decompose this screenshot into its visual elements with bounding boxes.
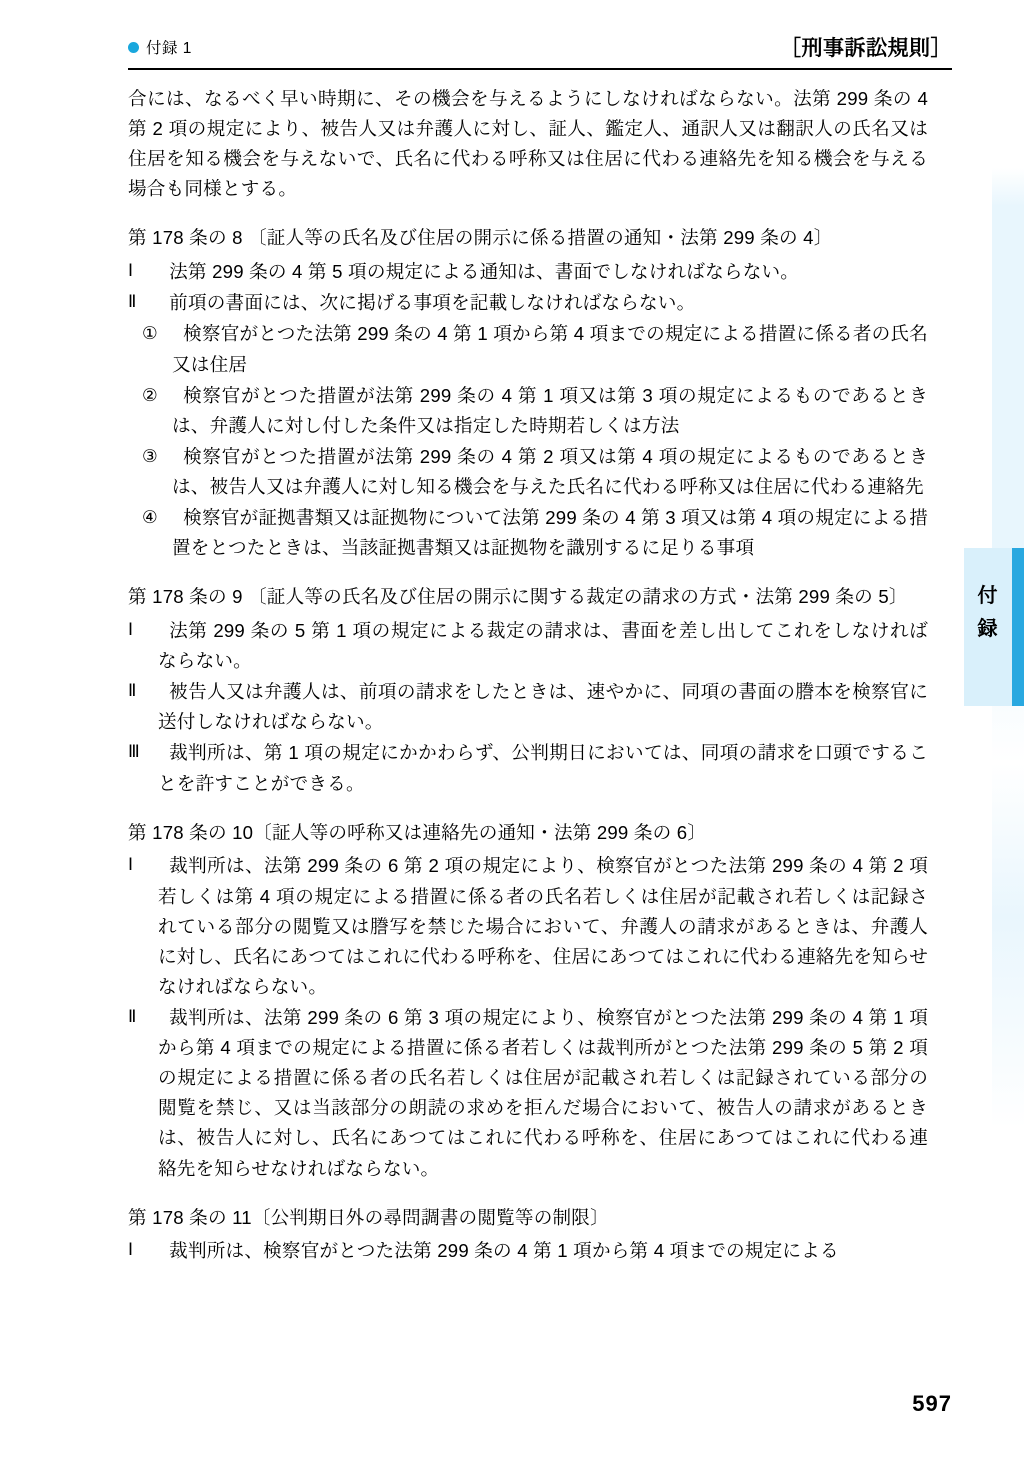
clause-marker: Ⅲ <box>128 742 140 762</box>
clause-text: 法第 299 条の 5 第 1 項の規定による裁定の請求は、書面を差し出してこれをしなければならない。 <box>158 620 928 672</box>
section-178-9 <box>128 582 928 798</box>
clause-item <box>128 257 928 287</box>
clause-text: 法第 299 条の 4 第 5 項の規定による通知は、書面でしなければならない。 <box>169 261 800 283</box>
side-tab-label <box>964 580 1012 646</box>
sub-clause-marker: ① <box>142 323 158 344</box>
page-header <box>128 36 952 70</box>
section-heading: 第 178 条の 9 〔証人等の氏名及び住居の開示に関する裁定の請求の方式・法第 299 条の 5〕 <box>128 586 908 608</box>
clause-marker: Ⅱ <box>128 681 137 701</box>
clause-marker: Ⅱ <box>128 1006 137 1026</box>
clause-item <box>128 851 928 1002</box>
clause-item <box>128 1003 928 1184</box>
document-body <box>128 84 928 1269</box>
clause-text: 裁判所は、検察官がとつた法第 299 条の 4 第 1 項から第 4 項までの規定による <box>169 1240 839 1262</box>
sub-clause-text: 検察官が証拠書類又は証拠物について法第 299 条の 4 第 3 項又は第 4 項の規定による措置をとつたときは、当該証拠書類又は証拠物を識別するに足りる事項 <box>172 507 928 559</box>
clause-marker: Ⅰ <box>128 620 134 640</box>
clause-item <box>128 738 928 798</box>
sub-clause-marker: ② <box>142 384 158 405</box>
sub-clause-marker: ④ <box>142 507 158 528</box>
sub-clause-item <box>128 442 928 502</box>
clause-text: 裁判所は、第 1 項の規定にかかわらず、公判期日においては、同項の請求を口頭ですることを許すことができる。 <box>158 742 928 794</box>
bullet-icon <box>128 42 139 53</box>
header-left-group <box>128 36 192 58</box>
section-178-11 <box>128 1203 928 1267</box>
clause-item <box>128 288 928 318</box>
clause-text: 前項の書面には、次に掲げる事項を記載しなければならない。 <box>169 292 696 314</box>
clause-text: 被告人又は弁護人は、前項の請求をしたときは、速やかに、同項の書面の謄本を検察官に送付しなければならない。 <box>158 681 928 733</box>
sub-clause-text: 検察官がとつた措置が法第 299 条の 4 第 1 項又は第 3 項の規定によるものであるときは、弁護人に対し付した条件又は指定した時期若しくは方法 <box>172 384 928 436</box>
section-178-8 <box>128 223 928 563</box>
clause-marker: Ⅰ <box>128 1240 134 1260</box>
side-tab-label-line1: 付 <box>977 585 999 607</box>
sub-clause-item <box>128 319 928 379</box>
sub-clause-text: 検察官がとつた法第 299 条の 4 第 1 項から第 4 項までの規定による措置に係る者の氏名又は住居 <box>172 323 928 375</box>
sub-clause-text: 検察官がとつた措置が法第 299 条の 4 第 2 項又は第 4 項の規定によるものであるときは、被告人又は弁護人に対し知る機会を与えた氏名に代わる呼称又は住居に代わる連絡先 <box>172 445 928 497</box>
side-tab-appendix <box>964 548 1024 706</box>
side-tab-accent <box>1012 548 1024 706</box>
clause-text: 裁判所は、法第 299 条の 6 第 3 項の規定により、検察官がとつた法第 299 条の 4 第 1 項から第 4 項までの規定による措置に係る者若しくは裁判所がとつた法第 299 条の 5 第 2 項の規定による措置に係る者の氏名若しくは住居が記載され若しくは記録されている部分の閲覧を禁じ、又は当該部分の朗読の求めを拒んだ場合において、被告人の請求があるときは、被告人に対し、氏名にあつてはこれに代わる呼称を、住居にあつてはこれに代わる連絡先を知らせなければならない。 <box>158 1006 928 1179</box>
side-tab-label-line2: 録 <box>977 618 999 640</box>
header-divider <box>128 68 952 70</box>
section-heading: 第 178 条の 10〔証人等の呼称又は連絡先の通知・法第 299 条の 6〕 <box>128 821 707 843</box>
section-heading: 第 178 条の 8 〔証人等の氏名及び住居の開示に係る措置の通知・法第 299 条の 4〕 <box>128 227 833 249</box>
appendix-label: 付録 1 <box>146 40 192 57</box>
book-title-label: ［刑事訴訟規則］ <box>780 37 952 60</box>
clause-item <box>128 1236 928 1266</box>
section-heading: 第 178 条の 11〔公判期日外の尋問調書の閲覧等の制限〕 <box>128 1206 609 1228</box>
clause-marker: Ⅱ <box>128 292 137 312</box>
continuation-paragraph: 合には、なるべく早い時期に、その機会を与えるようにしなければならない。法第 299 条の 4 第 2 項の規定により、被告人又は弁護人に対し、証人、鑑定人、通訳人又は翻訳人の氏名又は住居を知る機会を与えないで、氏名に代わる呼称又は住居に代わる連絡先を知る機会を与える場合も同様とする。 <box>128 88 928 200</box>
sub-clause-item <box>128 503 928 563</box>
page-number: 597 <box>912 1391 952 1416</box>
section-178-10 <box>128 818 928 1184</box>
clause-text: 裁判所は、法第 299 条の 6 第 2 項の規定により、検察官がとつた法第 299 条の 4 第 2 項若しくは第 4 項の規定による措置に係る者の氏名若しくは住居が記載され若しくは記録されている部分の閲覧又は謄写を禁じた場合において、弁護人の請求があるときは、弁護人に対し、氏名にあつてはこれに代わる呼称を、住居にあつてはこれに代わる連絡先を知らせなければならない。 <box>158 855 928 997</box>
clause-item <box>128 677 928 737</box>
clause-marker: Ⅰ <box>128 261 134 281</box>
clause-marker: Ⅰ <box>128 855 134 875</box>
sub-clause-marker: ③ <box>142 445 158 466</box>
sub-clause-item <box>128 381 928 441</box>
clause-item <box>128 616 928 676</box>
